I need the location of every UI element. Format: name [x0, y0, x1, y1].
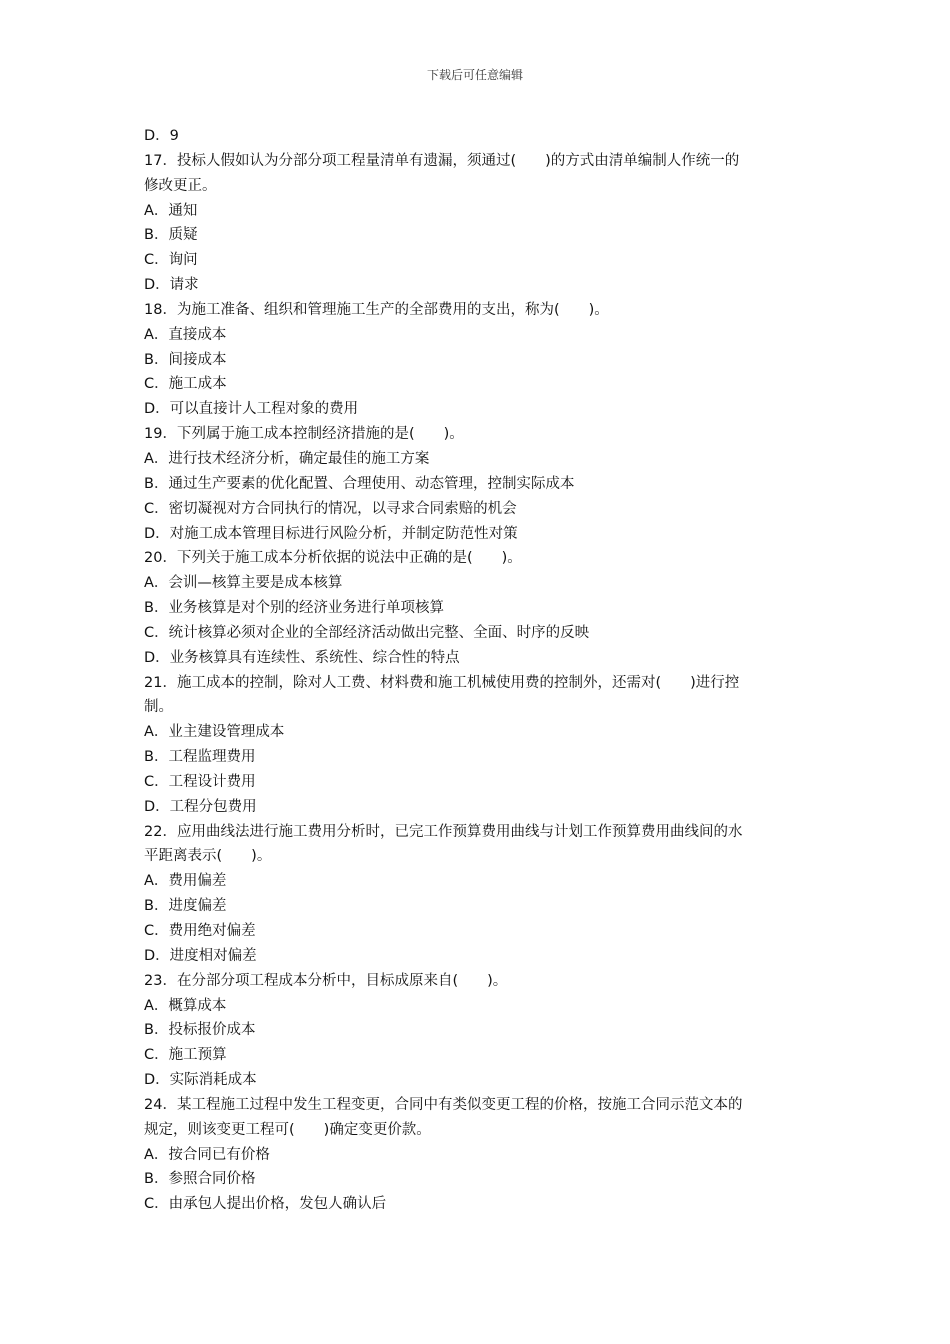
text-line: D．进度相对偏差: [144, 947, 257, 964]
text-line: C．施工预算: [144, 1047, 227, 1064]
text-line: D．工程分包费用: [144, 798, 257, 815]
text-line: B．质疑: [144, 227, 198, 244]
text-line: 21．施工成本的控制，除对人工费、材料费和施工机械使用费的控制外，还需对( )进行控: [144, 674, 740, 691]
text-line: A．进行技术经济分析，确定最佳的施工方案: [144, 450, 430, 467]
text-line: B．通过生产要素的优化配置、合理使用、动态管理，控制实际成本: [144, 475, 575, 492]
text-line: 18．为施工准备、组织和管理施工生产的全部费用的支出，称为( )。: [144, 301, 609, 318]
page-header: 下载后可任意编辑: [426, 68, 523, 82]
text-line: 20．下列关于施工成本分析依据的说法中正确的是( )。: [144, 550, 522, 567]
text-line: A．按合同已有价格: [144, 1146, 270, 1163]
text-line: D．实际消耗成本: [144, 1072, 257, 1089]
text-line: C．施工成本: [144, 376, 227, 393]
text-line: 制。: [144, 699, 173, 716]
text-line: C．统计核算必须对企业的全部经济活动做出完整、全面、时序的反映: [144, 624, 590, 641]
text-line: 规定，则该变更工程可( )确定变更价款。: [144, 1121, 431, 1138]
text-line: D．对施工成本管理目标进行风险分析，并制定防范性对策: [144, 525, 518, 542]
text-line: 23．在分部分项工程成本分析中，目标成原来自( )。: [144, 972, 508, 989]
text-line: B．参照合同价格: [144, 1171, 256, 1188]
text-line: A．直接成本: [144, 326, 227, 343]
text-line: B．进度偏差: [144, 898, 227, 915]
text-line: B．业务核算是对个别的经济业务进行单项核算: [144, 600, 444, 617]
text-line: C．工程设计费用: [144, 773, 256, 790]
text-line: D．可以直接计人工程对象的费用: [144, 401, 359, 418]
text-line: B．投标报价成本: [144, 1022, 256, 1039]
text-line: A．费用偏差: [144, 873, 227, 890]
text-line: A．概算成本: [144, 997, 227, 1014]
text-line: 24．某工程施工过程中发生工程变更，合同中有类似变更工程的价格，按施工合同示范文本的: [144, 1096, 743, 1113]
text-line: A．会训—核算主要是成本核算: [144, 575, 343, 592]
text-line: A．业主建设管理成本: [144, 724, 285, 741]
text-line: B．工程监理费用: [144, 749, 256, 766]
text-line: D．业务核算具有连续性、系统性、综合性的特点: [144, 649, 460, 666]
text-line: C．询问: [144, 252, 198, 269]
text-line: B．间接成本: [144, 351, 227, 368]
document-body: [144, 124, 812, 1217]
text-line: C．密切凝视对方合同执行的情况，以寻求合同索赔的机会: [144, 500, 517, 517]
text-line: 19．下列属于施工成本控制经济措施的是( )。: [144, 426, 464, 443]
text-line: 17．投标人假如认为分部分项工程量清单有遗漏，须通过( )的方式由清单编制人作统一的: [144, 152, 740, 169]
text-line: D．9: [144, 128, 179, 144]
text-line: A．通知: [144, 202, 198, 219]
text-line: C．由承包人提出价格，发包人确认后: [144, 1196, 387, 1213]
text-line: 平距离表示( )。: [144, 848, 272, 865]
text-line: 22．应用曲线法进行施工费用分析时，已完工作预算费用曲线与计划工作预算费用曲线间的水: [144, 823, 743, 840]
text-line: 修改更正。: [144, 177, 217, 194]
text-line: D．请求: [144, 277, 199, 294]
text-line: C．费用绝对偏差: [144, 923, 256, 939]
